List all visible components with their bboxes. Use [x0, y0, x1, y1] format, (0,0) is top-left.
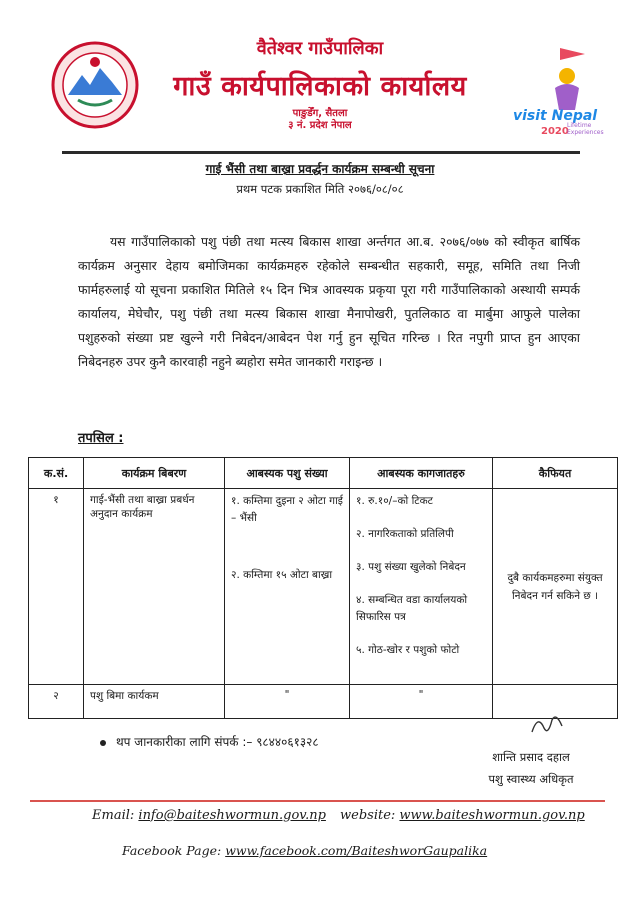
bullet-icon: [100, 740, 106, 746]
notice-body: यस गाउँपालिकाको पशु पंछी तथा मत्स्य बिकास शाखा अर्न्तगत आ.ब. २०७६/०७७ को स्वीकृत बार्षिक कार्यक्रम अनुसार देहाय बमोजिमका कार्यक्रमहरु रहेकोले सम्बन्धीत सहकारी, समूह, समिति तथा निजी फार्महरुलाई यो सूचना प्रकाशित मितिले १५ दिन भित्र आवस्यक प्रकृया पूरा गरी गाउँपालिकाको अस्थायी सम्पर्क कार्यालय, मेघेचौर, पशु पंछी तथा मत्स्य बिकास शाखा मैनापोखरी, पुतलिकाठ वा मार्बुमा आफुले पालेका पशुहरुको संख्या प्रष्ट खुल्ने गरी निबेदन/आबेदन पेश गर्नु हुन सूचित गरिन्छ । रित नपुगी प्राप्त हुन आएका निबेदनहरु उपर कुनै कारवाही नहुने ब्यहोरा समेत जानकारी गराइन्छ ।: [78, 234, 580, 369]
municipality-seal-icon: [50, 40, 140, 130]
required-animals: ": [225, 685, 350, 719]
footer-divider: [30, 800, 605, 802]
signatory-title: पशु स्वास्थ्य अधिकृत: [488, 772, 574, 786]
visit-nepal-logo: [505, 40, 615, 140]
remarks: दुबै कार्यकमहरुमा संयुक्त निबेदन गर्न सकिने छ ।: [493, 489, 618, 685]
row-number: १: [29, 489, 84, 685]
col-header-documents: आबस्यक कागजातहरु: [350, 458, 493, 489]
required-animals: १. कम्तिमा दुइना २ ओटा गाई – भैंसी २. कम्तिमा १५ ओटा बाख्रा: [225, 489, 350, 685]
logo-year: 2020: [541, 126, 569, 137]
footer-email: Email: info@baiteshwormun.gov.np: [92, 808, 326, 823]
published-date: प्रथम पटक प्रकाशित मिति २०७६/०८/०८: [236, 182, 404, 196]
col-header-program: कार्यक्रम बिबरण: [84, 458, 225, 489]
program-table: [28, 457, 618, 719]
tapasil-heading: तपसिल :: [78, 431, 124, 446]
program-description: पशु बिमा कार्यकम: [84, 685, 225, 719]
col-header-num: क.सं.: [29, 458, 84, 489]
contact-line: थप जानकारीका लागि संपर्क :– ९८४४०६१३२८: [100, 733, 319, 750]
required-documents: ": [350, 685, 493, 719]
office-stamp: पाङुडेँग, सैतला ३ नं. प्रदेश नेपाल: [288, 108, 352, 131]
signatory-name: शान्ति प्रसाद दहाल: [492, 750, 570, 764]
program-description: गाई-भैंसी तथा बाख्रा प्रबर्धन अनुदान कार्यक्रम: [84, 489, 225, 685]
row-number: २: [29, 685, 84, 719]
notice-subject: गाई भैंसी तथा बाख्रा प्रवर्द्धन कार्यक्रम सम्बन्धी सूचना: [205, 162, 435, 176]
logo-text: visit Nepal: [513, 108, 598, 124]
required-documents: १. रु.१०/–को टिकट २. नागरिकताको प्रतिलिपी ३. पशु संख्या खुलेको निबेदन ४. सम्बन्धित वडा कार्यालयको सिफारिस पत्र ५. गोठ-खोर र पशुको फोटो: [350, 489, 493, 685]
col-header-remarks: कैफियत: [493, 458, 618, 489]
table-row: [29, 489, 618, 685]
municipality-name: वैतेश्वर गाउँपालिका: [256, 38, 384, 59]
footer-website: website: www.baiteshwormun.gov.np: [340, 808, 585, 823]
facebook-link[interactable]: www.facebook.com/BaiteshworGaupalika: [225, 843, 488, 858]
office-title: गाउँ कार्यपालिकाको कार्यालय: [173, 71, 467, 102]
col-header-animals: आबस्यक पशु संख्या: [225, 458, 350, 489]
footer-facebook: Facebook Page: www.facebook.com/BaiteshworGaupalika: [122, 843, 488, 858]
logo-tagline: Lifetime Experiences: [567, 122, 604, 136]
table-header-row: [29, 458, 618, 489]
website-link[interactable]: www.baiteshwormun.gov.np: [399, 808, 585, 823]
email-link[interactable]: info@baiteshwormun.gov.np: [138, 808, 326, 823]
header-divider: [62, 151, 580, 154]
signature-icon: [528, 710, 568, 740]
